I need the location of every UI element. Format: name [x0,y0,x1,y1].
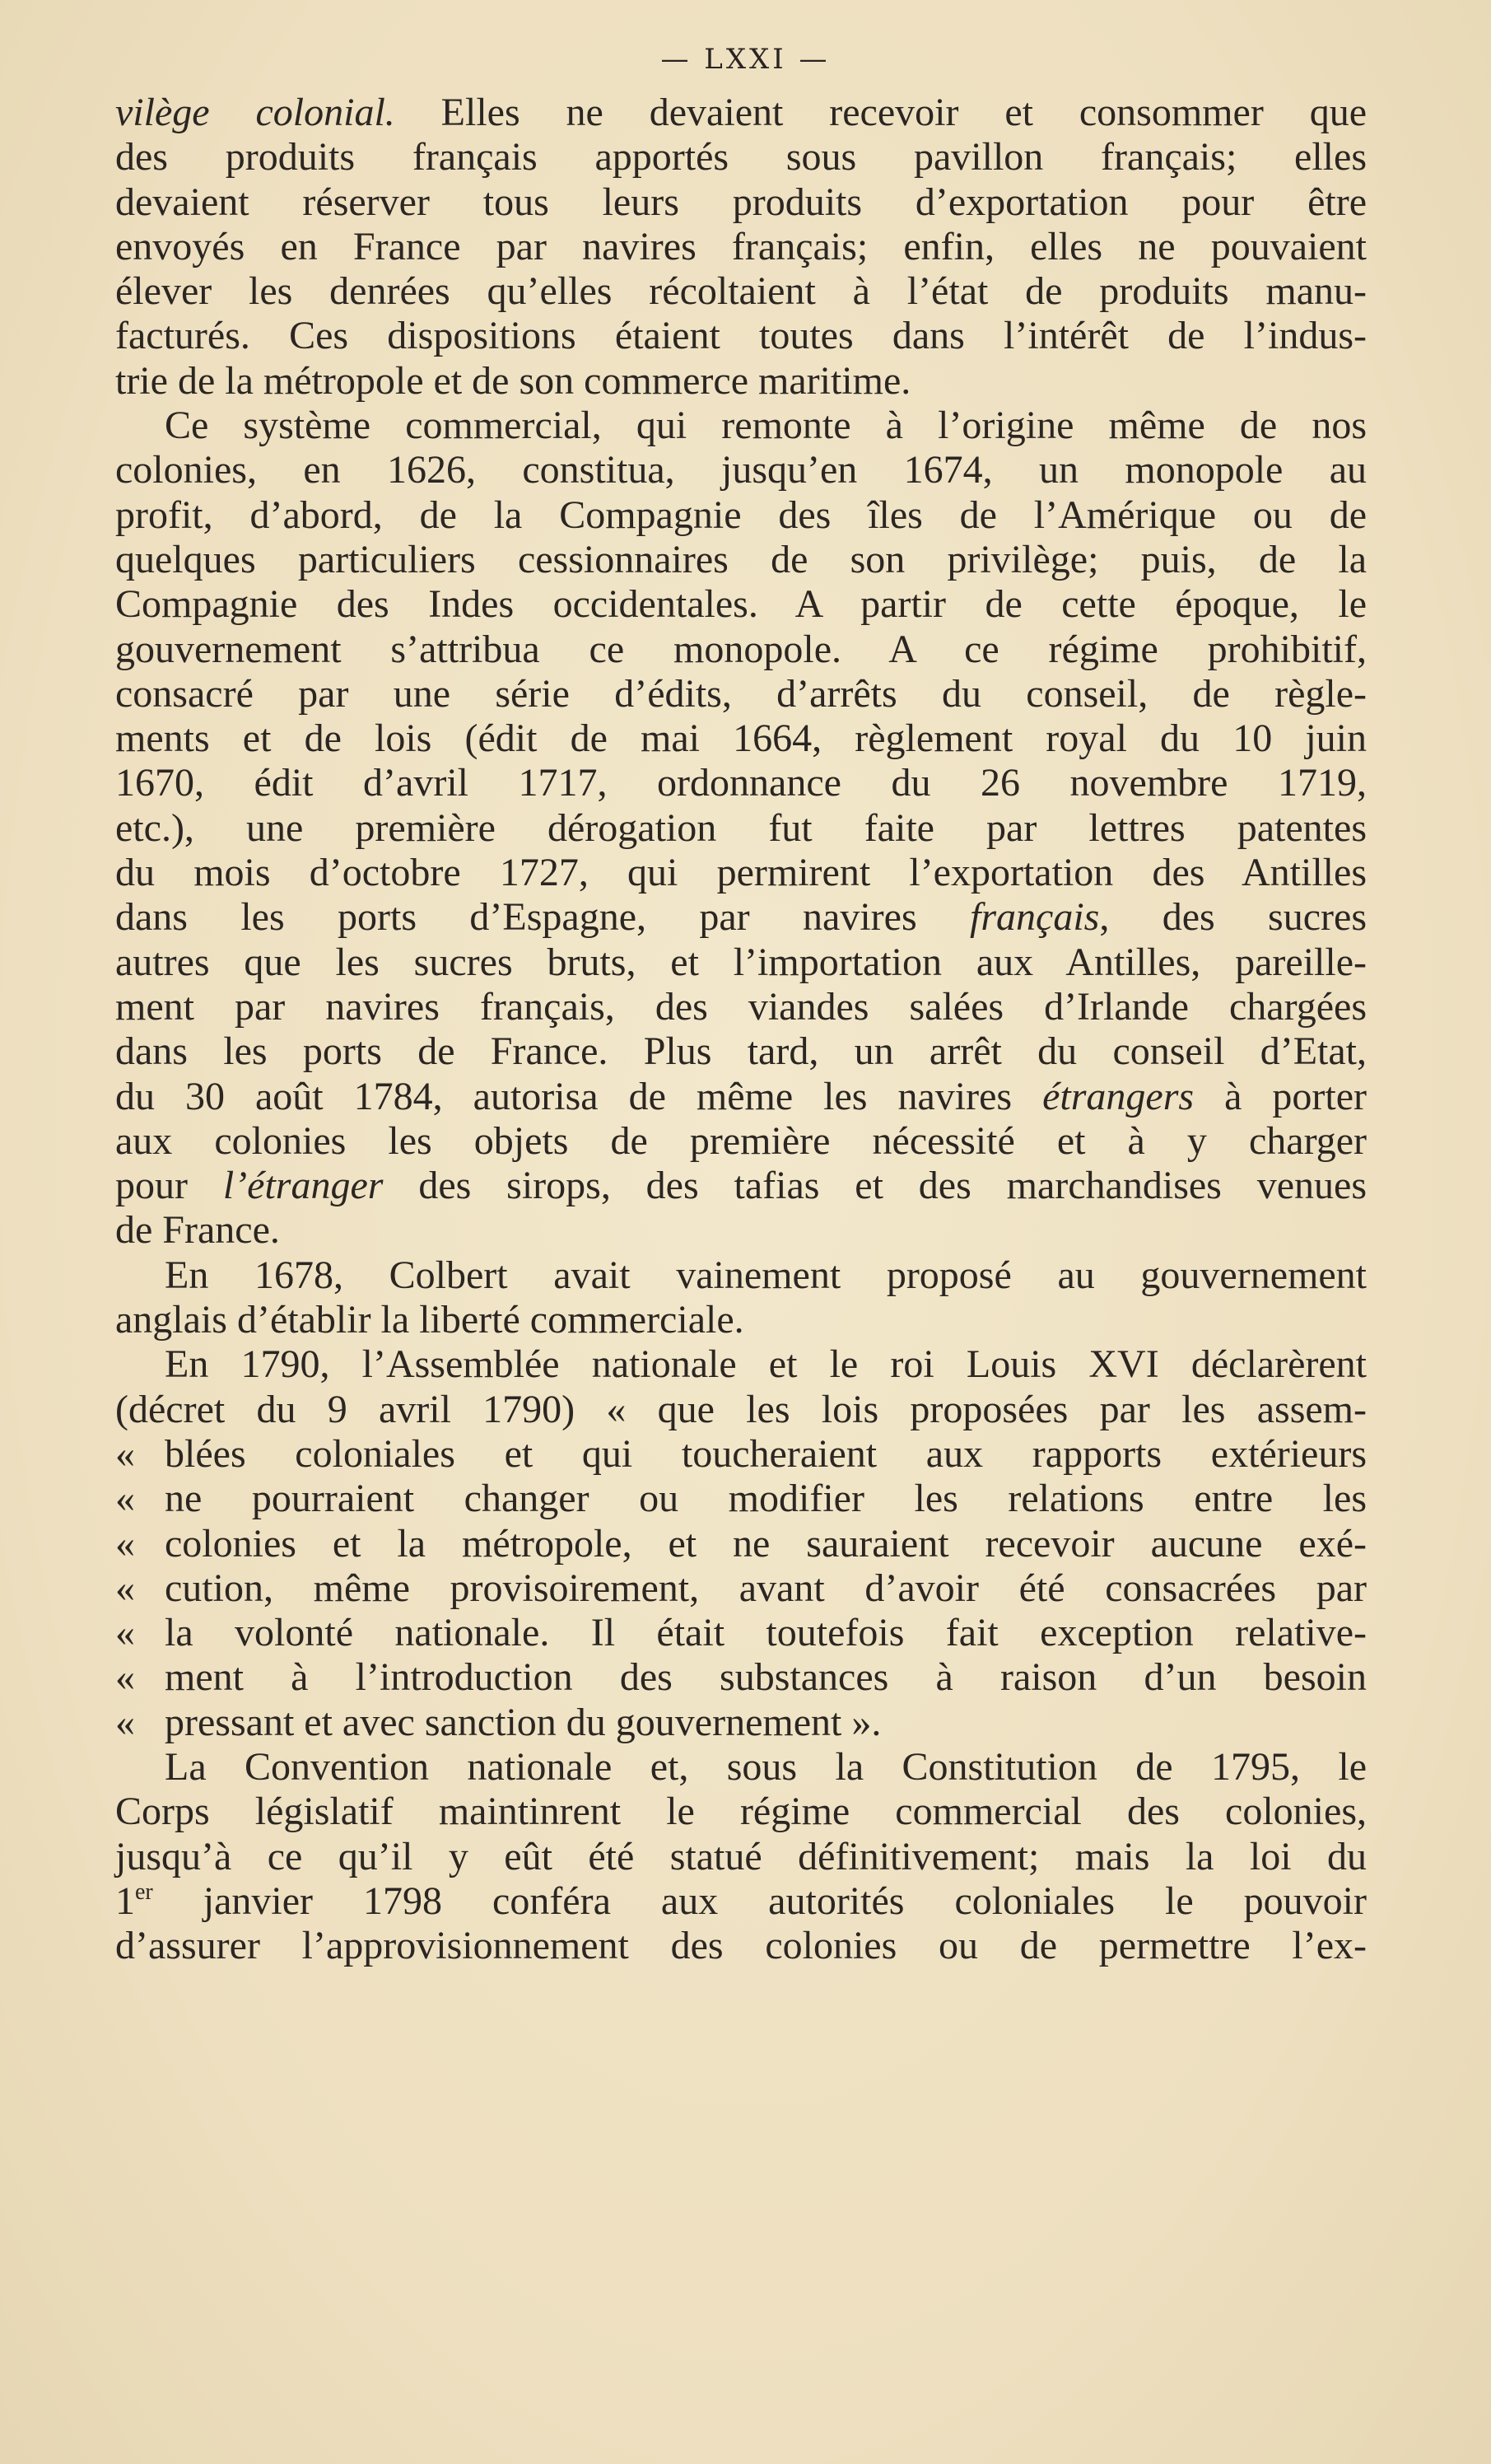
text-line [115,895,1367,940]
text-segment: anglais d’établir la liberté commerciale. [115,1298,744,1342]
text-line [115,940,1367,985]
text-segment: jusqu’à ce qu’il y eût été statué définitivement; mais la loi du [115,1834,1367,1878]
text-line [115,628,1367,672]
text-segment: consacré par une série d’édits, d’arrêts du conseil, de règle- [115,671,1367,716]
quote-mark: « [115,1611,135,1655]
text-segment: (décret du 9 avril 1790) « que les lois proposées par les assem- [115,1387,1367,1431]
text-segment: du 30 août 1784, autorisa de même les navires [115,1074,1043,1118]
italic-text: étrangers [1042,1074,1195,1118]
text-line [115,1924,1367,1968]
text-line [115,851,1367,895]
text-line [115,269,1367,314]
quote-mark: « [115,1700,135,1744]
text-line [115,1879,1367,1924]
running-head-page-number: — LXXI — [660,43,831,76]
text-line [115,1522,1367,1566]
text-segment: colonies et la métropole, et ne sauraient recevoir aucune exé- [165,1521,1367,1566]
text-segment: de France. [115,1208,280,1253]
text-segment: facturés. Ces dispositions étaient toutes dans l’intérêt de l’indus- [115,314,1367,358]
quote-mark: « [115,1566,135,1610]
text-line [115,1611,1367,1655]
text-line [115,1655,1367,1700]
text-segment: devaient réserver tous leurs produits d’exportation pour être [115,180,1367,224]
text-segment: dans les ports de France. Plus tard, un arrêt du conseil d’Etat, [115,1029,1367,1074]
text-segment: cution, même provisoirement, avant d’avoir été consacrées par [165,1566,1367,1610]
text-segment: janvier 1798 conféra aux autorités coloniales le pouvoir [152,1878,1367,1923]
text-segment: etc.), une première dérogation fut faite par lettres patentes [115,805,1367,850]
text-segment: Ce système commercial, qui remonte à l’origine même de nos [165,404,1367,448]
text-segment: 1670, édit d’avril 1717, ordonnance du 26 novembre 1719, [115,761,1367,805]
text-segment: colonies, en 1626, constitua, jusqu’en 1674, un monopole au [115,448,1367,492]
text-line [115,582,1367,627]
text-line [115,716,1367,761]
text-line [115,359,1367,404]
italic-text: l’étranger [222,1164,384,1208]
italic-text: français [970,895,1100,940]
text-line [115,1790,1367,1834]
text-segment: trie de la métropole et de son commerce maritime. [115,358,911,403]
text-segment: pressant et avec sanction du gouvernement ». [165,1700,882,1744]
text-segment: blées coloniales et qui toucheraient aux rapports extérieurs [165,1431,1367,1476]
text-segment: Compagnie des Indes occidentales. A partir de cette époque, le [115,582,1367,627]
text-line [115,1477,1367,1521]
text-line [115,538,1367,582]
text-segment: ment par navires français, des viandes salées d’Irlande chargées [115,984,1367,1029]
text-segment: 1 [115,1878,135,1923]
text-line [115,1745,1367,1790]
text-segment: gouvernement s’attribua ce monopole. A ce régime prohibitif, [115,627,1367,671]
text-line [115,1432,1367,1477]
text-line [115,404,1367,448]
text-segment: la volonté nationale. Il était toutefois fait exception relative- [165,1611,1367,1655]
text-line [115,1298,1367,1342]
text-segment: Corps législatif maintinrent le régime commercial des colonies, [115,1790,1367,1834]
text-segment: pour [115,1164,223,1208]
quote-mark: « [115,1655,135,1700]
text-line [115,672,1367,716]
text-segment: La Convention nationale et, sous la Constitution de 1795, le [165,1744,1367,1789]
text-segment: quelques particuliers cessionnaires de son privilège; puis, de la [115,537,1367,581]
text-line [115,1388,1367,1432]
text-line [115,1164,1367,1208]
text-segment: En 1790, l’Assemblée nationale et le roi Louis XVI déclarèrent [165,1342,1367,1387]
text-segment: ments et de lois (édit de mai 1664, règlement royal du 10 juin [115,716,1367,761]
text-line [115,1119,1367,1164]
text-segment: des sirops, des tafias et des marchandises venues [383,1164,1368,1208]
text-line [115,985,1367,1029]
text-segment: profit, d’abord, de la Compagnie des îles de l’Amérique ou de [115,492,1367,537]
text-segment: ment à l’introduction des substances à raison d’un besoin [165,1655,1367,1700]
text-line [115,1566,1367,1611]
text-line [115,806,1367,851]
quote-mark: « [115,1477,135,1521]
text-line [115,135,1367,180]
text-line [115,1701,1367,1745]
text-segment: du mois d’octobre 1727, qui permirent l’exportation des Antilles [115,851,1367,895]
text-segment: ne pourraient changer ou modifier les relations entre les [165,1477,1367,1521]
text-line [115,761,1367,805]
text-segment: d’assurer l’approvisionnement des colonies ou de permettre l’ex- [115,1924,1367,1968]
superscript-text: er [135,1878,153,1905]
text-line [115,314,1367,358]
text-segment: En 1678, Colbert avait vainement proposé au gouvernement [165,1253,1367,1297]
text-line [115,1029,1367,1074]
italic-text: vilège colonial. [115,91,395,134]
text-segment: , des sucres [1099,895,1368,940]
text-segment: élever les denrées qu’elles récoltaient à l’état de produits manu- [115,269,1367,314]
text-line [115,1342,1367,1387]
text-line [115,180,1367,225]
text-segment: Elles ne devaient recevoir et consommer que [394,91,1367,134]
text-line [115,91,1367,135]
text-line [115,493,1367,538]
text-segment: aux colonies les objets de première nécessité et à y charger [115,1118,1367,1163]
quote-mark: « [115,1521,135,1566]
text-segment: à porter [1194,1074,1367,1118]
text-segment: dans les ports d’Espagne, par navires [115,895,970,940]
text-segment: envoyés en France par navires français; enfin, elles ne pouvaient [115,224,1367,268]
text-line [115,448,1367,492]
text-line [115,1253,1367,1298]
text-line [115,1208,1367,1253]
text-line [115,1835,1367,1879]
text-line [115,1075,1367,1119]
text-line [115,225,1367,269]
text-segment: des produits français apportés sous pavillon français; elles [115,135,1367,180]
text-segment: autres que les sucres bruts, et l’importation aux Antilles, pareille- [115,940,1367,984]
quote-mark: « [115,1431,135,1476]
body-text [115,91,1367,1968]
